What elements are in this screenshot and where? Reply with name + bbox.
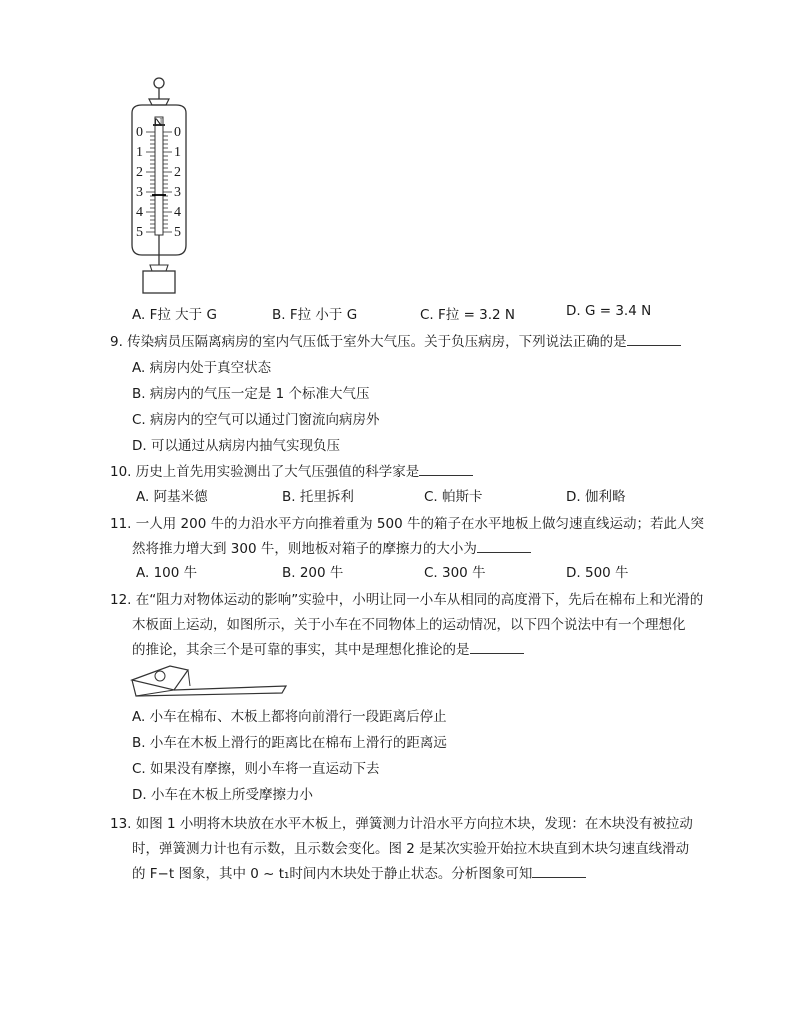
q12-option-a[interactable]: A. 小车在棉布、木板上都将向前滑行一段距离后停止 bbox=[132, 709, 447, 725]
q11-answer-blank[interactable] bbox=[477, 540, 531, 553]
right-scale-3: 3 bbox=[174, 185, 181, 200]
q11-stem-line2-text: 然将推力增大到 300 牛，则地板对箱子的摩擦力的大小为 bbox=[132, 541, 477, 557]
right-scale-4: 4 bbox=[174, 205, 181, 220]
q10-option-b[interactable]: B. 托里拆利 bbox=[282, 489, 354, 505]
q12-option-c[interactable]: C. 如果没有摩擦，则小车将一直运动下去 bbox=[132, 761, 380, 777]
q13-stem-line1: 13. 如图 1 小明将木块放在水平木板上，弹簧测力计沿水平方向拉木块，发现：在木块没有被拉动 bbox=[110, 816, 693, 832]
q10-option-d[interactable]: D. 伽利略 bbox=[566, 489, 626, 505]
left-scale-4: 4 bbox=[136, 205, 143, 220]
q8-option-a[interactable] bbox=[132, 303, 217, 323]
cart-ramp-figure bbox=[130, 660, 290, 700]
q13-stem-line2: 时，弹簧测力计也有示数，且示数会变化。图 2 是某次实验开始拉木块直到木块匀速直线滑动 bbox=[132, 841, 690, 857]
q11-option-b[interactable]: B. 200 牛 bbox=[282, 565, 344, 581]
q12-stem-line2: 木板面上运动，如图所示，关于小车在不同物体上的运动情况，以下四个说法中有一个理想化 bbox=[132, 617, 686, 633]
q8-option-c[interactable] bbox=[420, 303, 515, 323]
q8-option-c-text: F拉 = 3.2 N bbox=[438, 307, 516, 323]
q11-option-c[interactable]: C. 300 牛 bbox=[424, 565, 486, 581]
q8-option-b[interactable] bbox=[272, 303, 357, 323]
q8-option-a-label: A. bbox=[132, 307, 146, 323]
q12-stem-line3 bbox=[132, 638, 524, 658]
q9-stem bbox=[110, 330, 681, 350]
q13-stem-line3 bbox=[132, 862, 586, 882]
q11-stem-line2 bbox=[132, 537, 531, 557]
q10-option-a[interactable]: A. 阿基米德 bbox=[136, 489, 208, 505]
left-scale-3: 3 bbox=[136, 185, 143, 200]
q9-option-b[interactable]: B. 病房内的气压一定是 1 个标准大气压 bbox=[132, 386, 370, 402]
q10-stem-text: 10. 历史上首先用实验测出了大气压强值的科学家是 bbox=[110, 464, 420, 480]
q9-answer-blank[interactable] bbox=[627, 333, 681, 346]
q8-option-b-label: B. bbox=[272, 307, 286, 323]
top-letter: N bbox=[154, 115, 163, 129]
right-scale-5: 5 bbox=[174, 225, 181, 240]
q12-stem-line1: 12. 在“阻力对物体运动的影响”实验中，小明让同一小车从相同的高度滑下，先后在棉布上和光滑的 bbox=[110, 592, 704, 608]
spring-balance-figure bbox=[122, 75, 202, 295]
q10-option-c[interactable]: C. 帕斯卡 bbox=[424, 489, 483, 505]
q8-option-c-label: C. bbox=[420, 307, 434, 323]
q8-option-d-text: G = 3.4 N bbox=[584, 303, 652, 319]
cart-ramp-drawing bbox=[130, 660, 290, 700]
q12-stem-line3-text: 的推论，其余三个是可靠的事实，其中是理想化推论的是 bbox=[132, 642, 470, 658]
q11-stem-line1: 11. 一人用 200 牛的力沿水平方向推着重为 500 牛的箱子在水平地板上做匀速直线运动；若此人突 bbox=[110, 516, 704, 532]
q12-option-d[interactable]: D. 小车在木板上所受摩擦力小 bbox=[132, 787, 313, 803]
left-scale-5: 5 bbox=[136, 225, 143, 240]
right-scale-1: 1 bbox=[174, 145, 181, 160]
left-scale-1: 1 bbox=[136, 145, 143, 160]
right-scale-0: 0 bbox=[174, 125, 181, 140]
q13-answer-blank[interactable] bbox=[532, 865, 586, 878]
q9-option-d[interactable]: D. 可以通过从病房内抽气实现负压 bbox=[132, 438, 340, 454]
q8-option-b-text: F拉 小于 G bbox=[289, 307, 358, 323]
q10-stem bbox=[110, 460, 473, 480]
q8-option-d[interactable] bbox=[566, 303, 651, 319]
q9-stem-text: 9. 传染病员压隔离病房的室内气压低于室外大气压。关于负压病房，下列说法正确的是 bbox=[110, 334, 627, 350]
q9-option-a[interactable]: A. 病房内处于真空状态 bbox=[132, 360, 272, 376]
q12-answer-blank[interactable] bbox=[470, 641, 524, 654]
right-scale-2: 2 bbox=[174, 165, 181, 180]
q12-option-b[interactable]: B. 小车在木板上滑行的距离比在棉布上滑行的距离远 bbox=[132, 735, 447, 751]
q8-option-d-label: D. bbox=[566, 303, 581, 319]
q11-option-a[interactable]: A. 100 牛 bbox=[136, 565, 198, 581]
q8-option-a-text: F拉 大于 G bbox=[149, 307, 217, 323]
left-scale-0: 0 bbox=[136, 125, 143, 140]
q9-option-c[interactable]: C. 病房内的空气可以通过门窗流向病房外 bbox=[132, 412, 380, 428]
q11-option-d[interactable]: D. 500 牛 bbox=[566, 565, 629, 581]
spring-balance-drawing bbox=[122, 75, 202, 295]
q13-stem-line3-text: 的 F−t 图象，其中 0 ~ t₁时间内木块处于静止状态。分析图象可知 bbox=[132, 866, 533, 882]
left-scale-2: 2 bbox=[136, 165, 143, 180]
q10-answer-blank[interactable] bbox=[419, 463, 473, 476]
